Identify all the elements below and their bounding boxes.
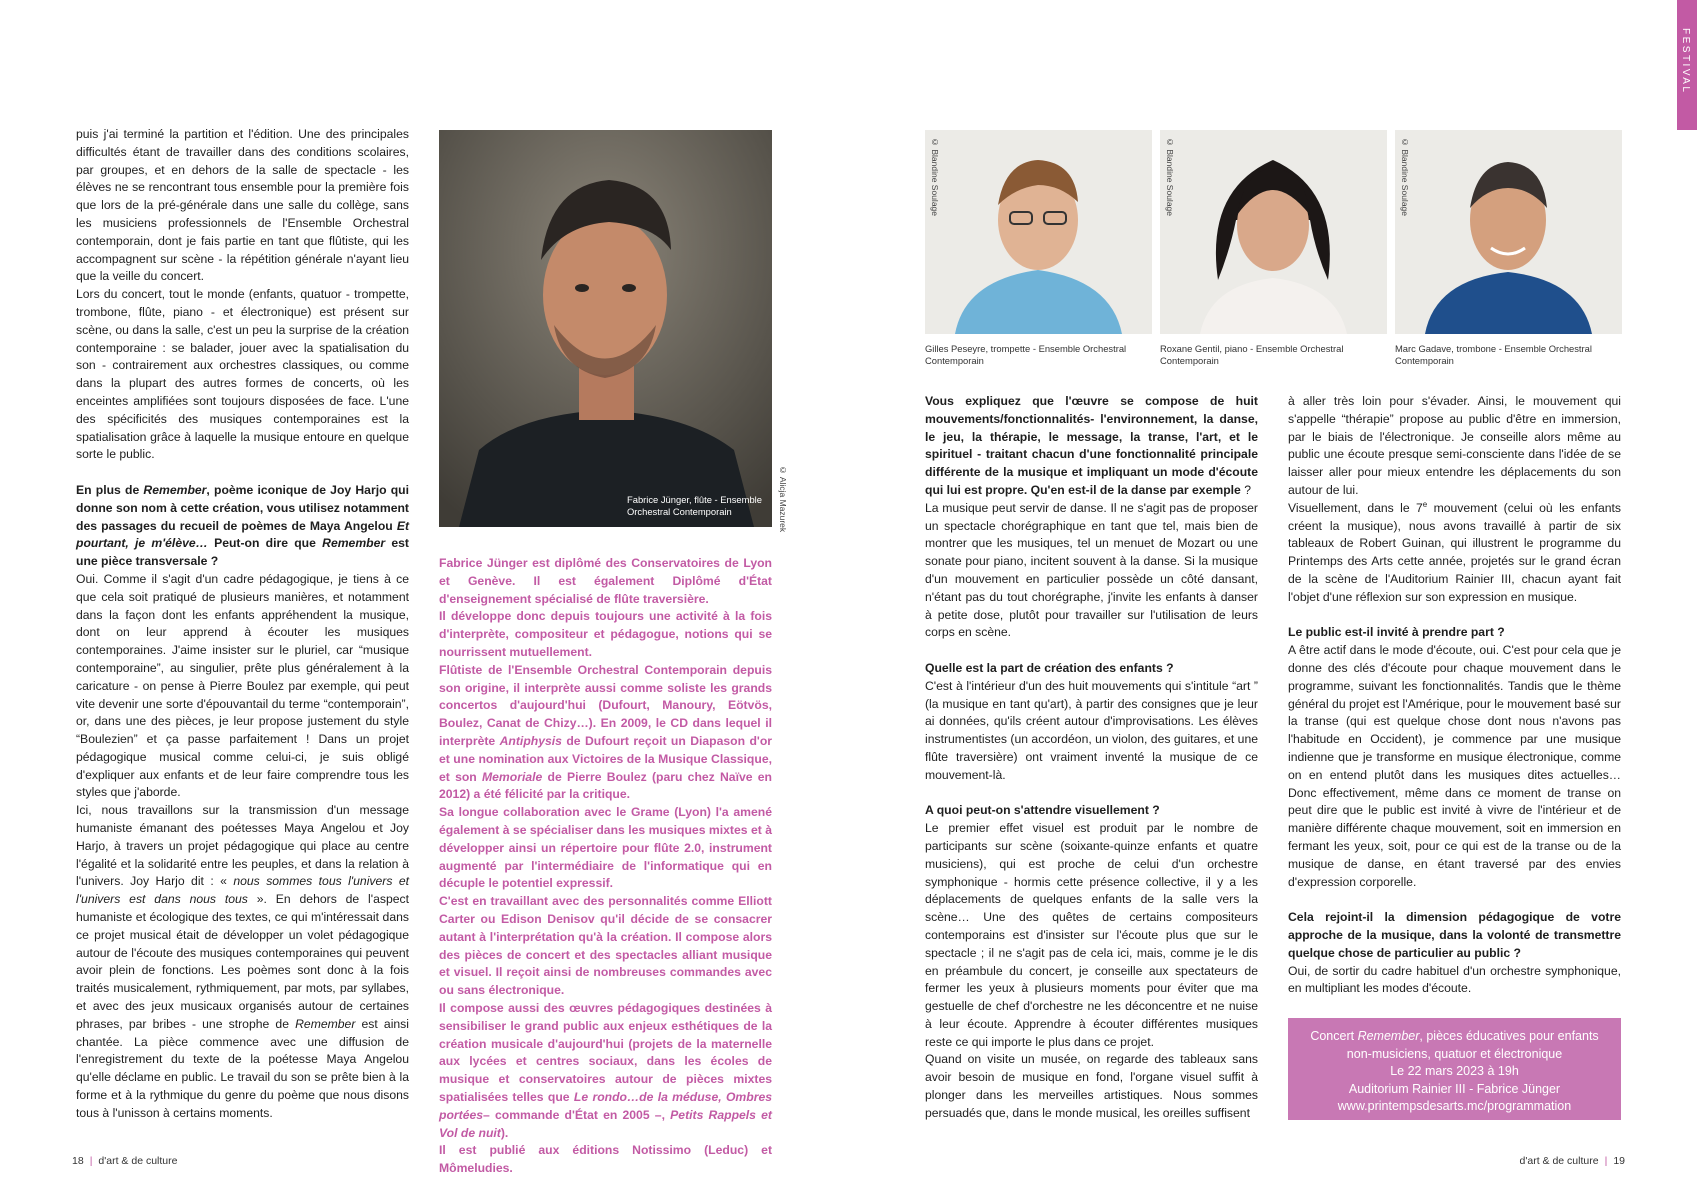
event-subtitle: non-musiciens, quatuor et électronique [1346,1046,1563,1061]
paragraph: Oui. Comme il s'agit d'un cadre pédagogique, je tiens à ce que cela soit pratiqué de plusieurs manières, et notamment dans la façon dont les enfants appréhendent la musique, dont on leur apprend à écouter les musiques contemporaines. J'aime insister sur le pluriel, car “musique contemporaine”, au singulier, prête plus généralement à la caricature - on pense à Pierre Boulez par exemple, qui peut vite devenir une sorte d'épouvantail du terme “contemporain”, or, dans une des pièces, je leur propose justement du style “Boulezien” et ça passe parfaitement ! Dans un projet pédagogique musical comme celui-ci, je suis obligé d'expliquer aux enfants et de leur faire comprendre tous les styles que j'aborde. [76,571,409,800]
portrait-credit: © Alicja Mazurek [778,465,788,533]
magazine-title-right: d'art & de culture [1519,1155,1599,1167]
musician-credit-3: © Blandine Soulage [1400,137,1410,217]
interview-question: En plus de Remember, poème iconique de Joy Harjo qui donne son nom à cette création, vous utilisez notamment des passages du recueil de poèmes de Maya Angelou Et pourtant, je m'élève… Peut-on dire que Remember est une pièce transversale ? [76,482,409,569]
interview-question: A quoi peut-on s'attendre visuellement ? [925,803,1160,818]
paragraph: C'est à l'intérieur d'un des huit mouvements qui s'intitule “art ” (la musique en tant qu'art), à partir des consignes que je leur ai données, qu'ils créent autour d'improvisations. Les élèves instrumentistes (un accordéon, un violon, des guitares, et une flûte traversière) ont vraiment inventé la musique de ce mouvement-là. [925,678,1258,782]
musician-caption-1: Gilles Peseyre, trompette - Ensemble Orchestral Contemporain [925,343,1127,366]
event-title: Concert Remember, pièces éducatives pour enfants [1310,1029,1599,1043]
paragraph: Lors du concert, tout le monde (enfants, quatuor - trompette, trombone, flûte, piano - et électronique) est présent sur scène, ou dans la salle, c'est un peu la surprise de la création contemporaine : se balader, jouer avec la spatialisation du son - contrairement aux orchestres classiques, ou comme dans la plupart des autres formes de concerts, où les enceintes amplifiées sont toujours disposées de face. L'une des spécificités des musiques contemporaines est la spatialisation grâce à laquelle la musique entoure en quelque sorte le public. [76,287,409,462]
event-venue: Auditorium Rainier III - Fabrice Jünger [1348,1081,1561,1096]
musician-caption-2: Roxane Gentil, piano - Ensemble Orchestral Contemporain [1160,343,1344,366]
musician-photo-3 [1395,130,1622,334]
event-info-box [1288,1018,1621,1120]
paragraph: A être actif dans le mode d'écoute, oui. C'est pour cela que je donne des clés d'écoute pour chaque mouvement dans le programme, suivant les fonctionnalités. Tandis que le thème général du projet est l'Amérique, pour le mouvement basé sur la transe (qui est quelque chose dont nous n'avons pas l'habitude en Occident), je commence par une musique indienne que je transforme en musique électronique, comme on en entend plutôt dans les musiques dites actuelles… Donc effectivement, même dans ce moment de transe on peut dire que le public est invité à vivre de l'intérieur et de manière différente chaque mouvement, soit en immersion en fermant les yeux, soit, pour ce qui est de la transe ou de la musique de danse, en étant traversé par des envies d'expression corporelle. [1288,643,1621,889]
footer-left: 18 | d'art & de culture [72,1155,178,1167]
musician-photo-1 [925,130,1152,334]
bio-paragraph: C'est en travaillant avec des personnalités comme Elliott Carter ou Edison Denisov qu'il décide de se consacrer autant à l'interprétation qu'à la création. Il compose alors des pièces de concert et des spectacles alliant musique et visuel. Il reçoit ainsi de nombreuses commandes avec ou sans électronique. [439,894,772,998]
magazine-title-left: d'art & de culture [98,1155,178,1167]
musician-photo-2 [1160,130,1387,334]
musician-credit-1: © Blandine Soulage [930,137,940,217]
paragraph: puis j'ai terminé la partition et l'édition. Une des principales difficultés étant de travailler dans des conditions scolaires, par groupes, et en dehors de la salle de spectacle - les élèves ne se rencontrant tous ensemble pour la première fois que lors de la pré-générale dans une salle du collège, sans les musiciens professionnels de l'Ensemble Orchestral contemporain, dont je fais partie en tant que flûtiste, qui les accompagnent sur scène - la répétition générale n'ayant lieu que la veille du concert. [76,127,409,284]
musician-illustration-1 [925,130,1152,334]
portrait-caption: Fabrice Jünger, flûte - Ensemble Orchestral Contemporain [627,494,762,517]
page-number-left: 18 [72,1155,84,1167]
interview-question: Cela rejoint-il la dimension pédagogique de votre approche de la musique, dans la volonté de transmettre quelque chose de particulier au public ? [1288,910,1621,960]
musician-illustration-3 [1395,130,1622,334]
section-tab [1677,0,1697,130]
paragraph: Oui, de sortir du cadre habituel d'un orchestre symphonique, en multipliant les modes d'écoute. [1288,963,1621,996]
interview-question: Quelle est la part de création des enfants ? [925,660,1174,675]
paragraph: La musique peut servir de danse. Il ne s'agit pas de proposer un spectacle chorégraphique en tant que tel, mais bien de montrer que les musiques, tel un menuet de Mozart ou une sonate pour piano, incitent souvent à la danse. Si la musique d'un mouvement en particulier possède un côté dansant, n'étant pas du tout chorégraphe, j'invite les enfants à danser à petite dose, plutôt pour travailler sur l'utilisation de leurs corps en scène. [925,500,1258,640]
event-date: Le 22 mars 2023 à 19h [1390,1064,1519,1078]
paragraph: Le premier effet visuel est produit par le nombre de participants sur scène (soixante-quinze enfants et quatre musiciens), qui est proche de celui d'un orchestre symphonique - hormis cette présence collective, il y a les déplacements de quelques enfants de la salle vers la scène… Une des quêtes de certains compositeurs contemporains est d'insister sur l'écoute plus que sur le spectacle ; il ne s'agit pas de cela ici, mais, comme je le dis en préambule du concert, je conseille aux spectateurs de fermer les yeux à plusieurs moments pour éviter que ma gestuelle de chef d'orchestre ne les déconcentre et ne nuise à leur écoute. Apprendre à écouter différentes musiques reste ce qui importe le plus dans ce projet. [925,821,1258,1049]
bio-paragraph: Fabrice Jünger est diplômé des Conservatoires de Lyon et Genève. Il est également Diplômé d'État d'enseignement spécialisé de flûte traversière. [439,556,772,606]
portrait-photo [439,130,772,527]
section-tab-label: FESTIVAL [1680,28,1691,95]
bio-paragraph: Sa longue collaboration avec le Grame (Lyon) l'a amené également à se spécialiser dans les musiques mixtes et à développer ainsi un répertoire pour flûte 2.0, instrument augmenté par l'intermédiaire de l'informatique qui en décuple le potentiel expressif. [439,805,772,891]
event-link[interactable]: www.printempsdesarts.mc/programmation [1337,1099,1572,1113]
musician-caption-3: Marc Gadave, trombone - Ensemble Orchestral Contemporain [1395,343,1592,366]
page-number-right: 19 [1613,1155,1625,1167]
paragraph: Quand on visite un musée, on regarde des tableaux sans avoir besoin de musique en fond, l'organe visuel suffit à plonger dans les merveilles artistiques. Nous sommes persuadés que, dans le monde musical, les oreilles suffisent [925,1052,1258,1120]
bio-column [439,555,772,1178]
interview-question: Le public est-il invité à prendre part ? [1288,625,1505,640]
bio-paragraph: Il est publié aux éditions Notissimo (Leduc) et Mômeludies. [439,1143,772,1176]
interview-question: Vous expliquez que l'œuvre se compose de huit mouvements/fonctionnalités- l'environnement, la danse, le jeu, la thérapie, le message, la transe, l'art, et le spirituel - traitant chacun d'une fonctionnalité principale différente de la musique et impliquant un mode d'écoute qui lui est propre. Qu'en est-il de la danse par exemple ? [925,394,1258,497]
paragraph: Ici, nous travaillons sur la transmission d'un message humaniste émanant des poétesses Maya Angelou et Joy Harjo, à travers un projet pédagogique qui place au centre l'égalité et la solidarité entre les peuples, et dans la relation à l'univers. Joy Harjo dit : « nous sommes tous l'univers et l'univers est dans nous tous ». En dehors de l'aspect humaniste et écologique des textes, ce qui m'intéressait dans ce projet musical était de développer un volet pédagogique autour de l'écoute des musiques contemporaines qui peuvent avoir plein de fonctions. Les poèmes sont donc à la fois traités musicalement, rythmiquement, par mots, par syllabes, et avec des jeux musicaux organisés autour de certaines phrases, par bribes - une strophe de Remember est ainsi chantée. La pièce commence avec une diffusion de l'enregistrement du texte de la poétesse Maya Angelou qu'elle déclame en public. Le travail du son se prête bien à la forme et à la rythmique du genre du poème que nous disons tous à l'unisson à certains moments. [76,803,410,1120]
article-column-4 [1288,393,1621,998]
footer-right: d'art & de culture | 19 [1519,1155,1625,1167]
bio-paragraph: Il compose aussi des œuvres pédagogiques destinées à sensibiliser le grand public aux enjeux esthétiques de la création musicale d'aujourd'hui (projets de la maternelle aux lycées et centres sociaux, dans les écoles de musique et conservatoires autour de pièces mixtes spatialisées telles que Le rondo…de la méduse, Ombres portées– commande d'État en 2005 –, Petits Rappels et Vol de nuit). [439,1000,772,1140]
article-column-3 [925,393,1258,1123]
paragraph: à aller très loin pour s'évader. Ainsi, le mouvement qui s'appelle “thérapie” propose au public d'être en immersion, par le biais de l'électronique. Je conseille alors même au public une écoute presque semi-consciente dans l'idée de se laisser aller pour mieux entendre les déplacements du son autour de lui. [1288,394,1621,497]
musician-illustration-2 [1160,130,1387,334]
bio-paragraph: Flûtiste de l'Ensemble Orchestral Contemporain depuis son origine, il interprète aussi comme soliste les grands concertos d'aujourd'hui (Dufourt, Manoury, Eötvös, Boulez, Canat de Chizy…). En 2009, le CD dans lequel il interprète Antiphysis de Dufourt reçoit un Diapason d'or et une nomination aux Victoires de la Musique Classique, et son Memoriale de Pierre Boulez (paru chez Naïve en 2012) a été félicité par la critique. [439,662,773,802]
article-column-1 [76,126,409,1123]
paragraph: Visuellement, dans le 7e mouvement (celui où les enfants créent la musique), nous avons travaillé à partir de six tableaux de Robert Guinan, qui illustrent le programme du Printemps des Arts cette année, projetés sur le grand écran de la scène de l'Auditorium Rainier III, chacun ayant fait l'objet d'une réflexion sur son expression en musique. [1288,499,1622,604]
musician-credit-2: © Blandine Soulage [1165,137,1175,217]
portrait-illustration [439,130,772,527]
bio-paragraph: Il développe donc depuis toujours une activité à la fois d'interprète, compositeur et pédagogue, notions qui se nourrissent mutuellement. [439,609,772,659]
